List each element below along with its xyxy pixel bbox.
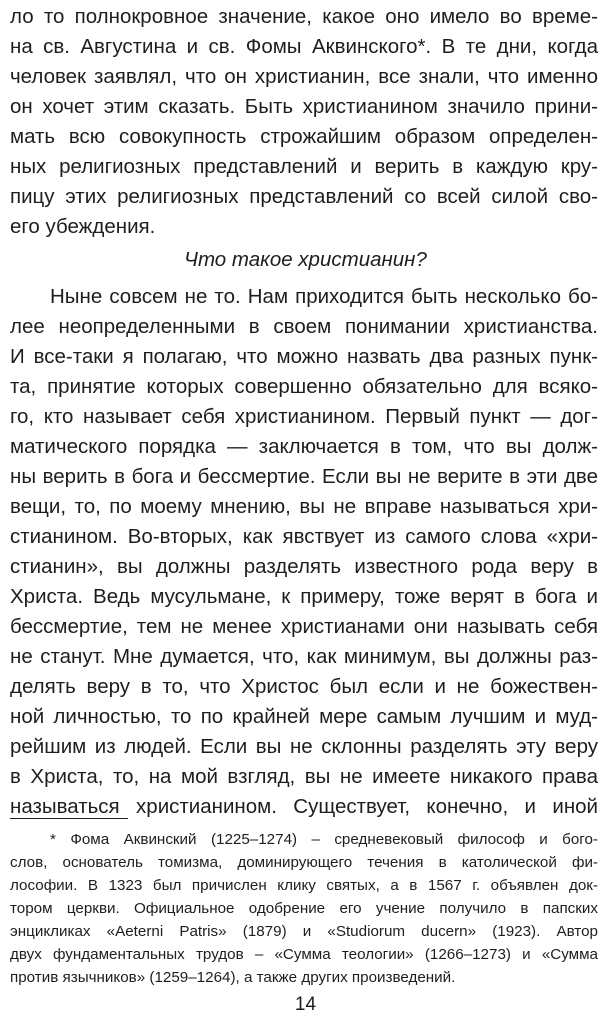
text-line: лее неопределенными в своем понимании христианства. <box>10 315 598 338</box>
footnote-line: * Фома Аквинский (1225–1274) – средневековый философ и бого- <box>50 831 598 848</box>
footnote-divider <box>10 818 128 819</box>
text-line: пицу этих религиозных представлений со всей силой сво- <box>10 185 598 208</box>
text-line: в Христа, то, на мой взгляд, вы не имеете никакого права <box>10 765 598 788</box>
footnote-line: тором церкви. Официальное одобрение его учение получило в папских <box>10 900 598 917</box>
text-line: ны верить в бога и бессмертие. Если вы не верите в эти две <box>10 465 598 488</box>
text-line: бессмертие, тем не менее христианами они называть себя <box>10 615 598 638</box>
text-line: называться христианином. Существует, конечно, и иной <box>10 795 598 818</box>
footnote-line: двух фундаментальных трудов – «Сумма теологии» (1266–1273) и «Сумма <box>10 946 598 963</box>
page-number: 14 <box>294 994 317 1015</box>
text-line: стианином. Во-вторых, как явствует из самого слова «хри- <box>10 525 598 548</box>
footnote-line: лософии. В 1323 был причислен клику святых, а в 1567 г. объявлен док- <box>10 877 598 894</box>
text-line: та, принятие которых совершенно обязательно для всяко- <box>10 375 598 398</box>
text-line: го, кто называет себя христианином. Первый пункт — дог- <box>10 405 598 428</box>
text-line: не станут. Мне думается, что, как минимум, вы должны раз- <box>10 645 598 668</box>
text-line: его убеждения. <box>10 215 156 238</box>
text-line: рейшим из людей. Если вы не склонны разделять эту веру <box>10 735 598 758</box>
text-line: делять веру в то, что Христос был если и не божествен- <box>10 675 598 698</box>
footnote-line: энцикликах «Aeterni Patris» (1879) и «Studiorum ducern» (1923). Автор <box>10 923 598 940</box>
text-line: он хочет этим сказать. Быть христианином значило прини- <box>10 95 598 118</box>
footnote-line: слов, основатель томизма, доминирующего течения в католической фи- <box>10 854 598 871</box>
text-line: Христа. Ведь мусульмане, к примеру, тоже верят в бога и <box>10 585 598 608</box>
footnote-line: против язычников» (1259–1264), а также других произведений. <box>10 969 456 986</box>
text-line: человек заявлял, что он христианин, все знали, что именно <box>10 65 598 88</box>
text-line: И все-таки я полагаю, что можно назвать два разных пунк- <box>10 345 598 368</box>
text-line: ло то полнокровное значение, какое оно имело во време- <box>10 5 598 28</box>
text-line: на св. Августина и св. Фомы Аквинского*. В те дни, когда <box>10 35 598 58</box>
section-heading: Что такое христианин? <box>184 248 427 271</box>
text-line: стианин», вы должны разделять известного рода веру в <box>10 555 598 578</box>
text-line: мать всю совокупность строжайшим образом определен- <box>10 125 598 148</box>
text-line: Ныне совсем не то. Нам приходится быть несколько бо- <box>50 285 598 308</box>
text-line: ной личностью, то по крайней мере самым лучшим и муд- <box>10 705 598 728</box>
text-line: вещи, то, по моему мнению, вы не вправе называться хри- <box>10 495 598 518</box>
text-line: матического порядка — заключается в том, что вы долж- <box>10 435 598 458</box>
text-line: ных религиозных представлений и верить в каждую кру- <box>10 155 598 178</box>
